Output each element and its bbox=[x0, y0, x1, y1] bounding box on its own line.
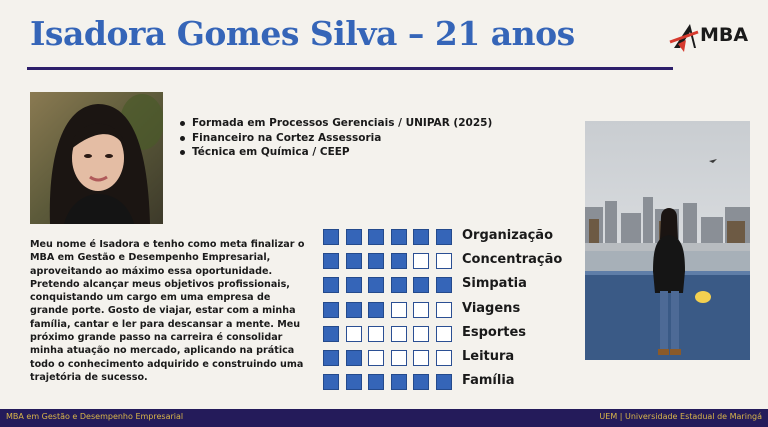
rating-box-filled bbox=[368, 253, 384, 269]
rating-box-filled bbox=[323, 302, 339, 318]
rating-box-filled bbox=[323, 277, 339, 293]
logo-text: MBA bbox=[700, 24, 749, 46]
rating-box-filled bbox=[346, 302, 362, 318]
rating-box-empty bbox=[413, 326, 429, 342]
list-item: Técnica em Química / CEEP bbox=[178, 145, 492, 160]
rating-box-filled bbox=[391, 253, 407, 269]
rating-box-filled bbox=[346, 350, 362, 366]
rating-box-empty bbox=[391, 302, 407, 318]
rating-box-empty bbox=[436, 302, 452, 318]
rating-box-filled bbox=[413, 277, 429, 293]
rating-box-filled bbox=[346, 374, 362, 390]
mba-logo bbox=[668, 18, 752, 60]
footer-university: UEM | Universidade Estadual de Maringá bbox=[599, 412, 762, 421]
rating-box-empty bbox=[391, 350, 407, 366]
footer-bar bbox=[0, 409, 768, 427]
rating-box-empty bbox=[436, 253, 452, 269]
rating-label: Simpatia bbox=[462, 276, 527, 292]
rating-box-filled bbox=[323, 326, 339, 342]
rating-box-empty bbox=[436, 350, 452, 366]
bio-text: Meu nome é Isadora e tenho como meta finalizar o MBA em Gestão e Desempenho Empresarial, aproveitando ao máximo essa oportunidade. Pretendo alcançar meus objetivos profissionais, conquistando um cargo em uma empresa de grande porte. Gosto de viajar, estar com a minha família, cantar e ler para descansar a mente. Meu próximo grande passo na carreira é consolidar minha atuação no mercado, aplicando na prática todo o conhecimento adquirido e construindo uma trajetória de sucesso. bbox=[30, 239, 305, 383]
rating-box-filled bbox=[323, 253, 339, 269]
rating-label: Organização bbox=[462, 228, 553, 243]
city-balcony-photo bbox=[585, 121, 750, 360]
rating-box-empty bbox=[391, 326, 407, 342]
title-underline bbox=[27, 67, 673, 70]
rating-box-filled bbox=[323, 374, 339, 390]
rating-box-filled bbox=[346, 253, 362, 269]
rating-box-filled bbox=[323, 229, 339, 245]
rating-box-filled bbox=[436, 374, 452, 390]
rating-box-filled bbox=[368, 302, 384, 318]
rating-box-filled bbox=[413, 374, 429, 390]
rating-box-empty bbox=[436, 326, 452, 342]
rating-box-filled bbox=[368, 277, 384, 293]
rating-box-empty bbox=[368, 350, 384, 366]
footer-program: MBA em Gestão e Desempenho Empresarial bbox=[6, 412, 184, 421]
rating-label: Concentração bbox=[462, 252, 563, 268]
rating-label: Família bbox=[462, 373, 515, 389]
rating-label: Esportes bbox=[462, 324, 527, 340]
rating-label: Leitura bbox=[462, 349, 515, 364]
rating-box-filled bbox=[391, 374, 407, 390]
rating-box-filled bbox=[391, 229, 407, 245]
mba-logo-icon bbox=[668, 18, 702, 60]
list-item: Formada em Processos Gerenciais / UNIPAR (2025) bbox=[178, 116, 492, 131]
rating-box-empty bbox=[346, 326, 362, 342]
qualifications-list bbox=[178, 116, 492, 160]
rating-box-empty bbox=[413, 253, 429, 269]
rating-box-filled bbox=[346, 277, 362, 293]
rating-box-filled bbox=[391, 277, 407, 293]
rating-box-filled bbox=[323, 350, 339, 366]
rating-box-filled bbox=[368, 229, 384, 245]
rating-box-empty bbox=[413, 350, 429, 366]
rating-box-filled bbox=[436, 277, 452, 293]
rating-box-empty bbox=[413, 302, 429, 318]
rating-box-filled bbox=[368, 374, 384, 390]
list-item: Financeiro na Cortez Assessoria bbox=[178, 131, 492, 146]
rating-label: Viagens bbox=[462, 300, 521, 316]
rating-box-filled bbox=[346, 229, 362, 245]
rating-box-filled bbox=[413, 229, 429, 245]
rating-box-empty bbox=[368, 326, 384, 342]
portrait-photo bbox=[30, 92, 163, 224]
rating-box-filled bbox=[436, 229, 452, 245]
page-title: Isadora Gomes Silva – 21 anos bbox=[30, 14, 575, 53]
